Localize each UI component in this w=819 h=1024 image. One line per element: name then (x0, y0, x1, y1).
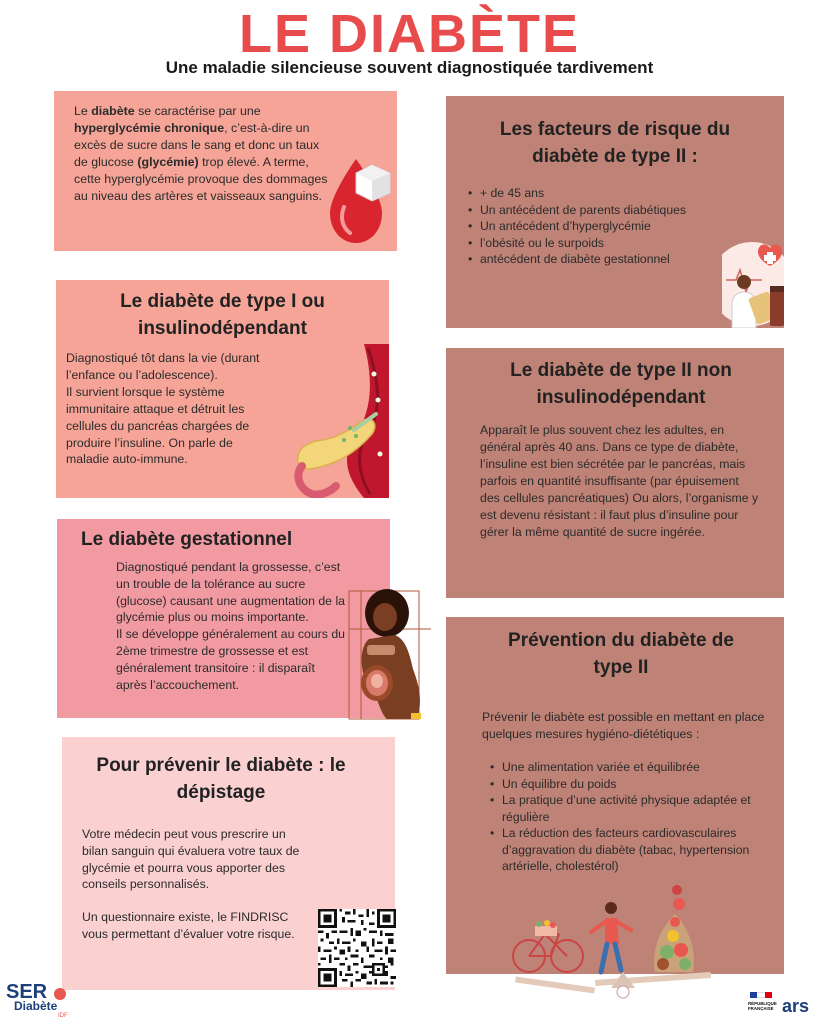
risk-title: Les facteurs de risque du diabète de type II : (499, 119, 731, 167)
type1-title: Le diabète de type I ou insulinodépendant (120, 291, 325, 339)
bicycle-icon (513, 920, 583, 972)
gestational-text: Diagnostiqué pendant la grossesse, c’est un trouble de la tolérance au sucre (glucose) causant une augmentation de la glycémie plus ou moins importante. Il se développe généralement au cours du 2ème trimestre de grossesse et est généralement transitoire : il disparaît après l’accouchement. (116, 560, 346, 692)
sugar-cube-icon (356, 165, 390, 201)
intro-text: Le diabète se caractérise par une hyperglycémie chronique, c’est-à-dire un excès de sucre dans le sang et donc un taux de glucose (glycémie) trop élevé. A terme, cette hyperglycémie provoque des dommages au niveau des artères et vaisseaux sanguins. (74, 104, 328, 203)
gestational-title: Le diabète gestationnel (81, 529, 293, 550)
type1-text: Diagnostiqué tôt dans la vie (durant l’enfance ou l’adolescence). Il survient lorsque le système immunitaire attaque et détruit les cellules du pancréas chargées de produire l’insuline. On parle de maladie auto-immune. (66, 351, 260, 467)
type2-text: Apparaît le plus souvent chez les adultes, en général après 40 ans. Dans ce type de diabète, l’insuline est bien sécrétée par le pancréas, mais parfois en quantité insuffisante (par épuisement des cellules pancréatiques) Ou alors, l’organisme y est devenu résistant : il faut plus d’insuline pour gérer la même quantité de sucre ingérée. (480, 423, 759, 539)
list-item: • + de 45 ans (468, 185, 728, 202)
list-item: • Un antécédent d’hyperglycémie (468, 218, 728, 235)
page-subtitle: Une maladie silencieuse souvent diagnostiquée tardivement (165, 58, 654, 77)
logo-dot-icon (54, 988, 66, 1000)
list-item: • Un antécédent de parents diabétiques (468, 202, 728, 219)
republique-francaise-logo: RÉPUBLIQUE FRANÇAISE (748, 992, 774, 1020)
risk-list (468, 185, 728, 268)
screening-text-1: Votre médecin peut vous prescrire un bilan sanguin qui évaluera votre taux de glycémie et pourra vous apporter des conseils personnalisés. (82, 827, 300, 892)
ars-logo: ars (782, 996, 810, 1016)
type1-card (56, 280, 389, 498)
prevention-list (490, 759, 766, 875)
person-icon (591, 902, 631, 972)
screening-text-2: Un questionnaire existe, le FINDRISC vous permettant d’évaluer votre risque. (82, 910, 295, 941)
food-pile-icon (654, 885, 694, 972)
list-item: • antécédent de diabète gestationnel (468, 251, 728, 268)
list-item: • Une alimentation variée et équilibrée (490, 759, 766, 776)
page-title: LE DIABÈTE (238, 4, 581, 64)
ser-diabete-logo: SER Diabète IDF (6, 981, 68, 1019)
pregnant-woman-illustration (347, 589, 433, 721)
prevention-title: Prévention du diabète de type II (508, 630, 734, 678)
list-item: • La pratique d’une activité physique adaptée et régulière (490, 792, 766, 825)
type2-title: Le diabète de type II non insulinodépendant (510, 360, 732, 408)
intro-card (54, 91, 397, 251)
findrisc-qr-code[interactable] (318, 909, 396, 987)
screening-title: Pour prévenir le diabète : le dépistage (96, 755, 346, 803)
type2-card (446, 348, 784, 598)
pancreas-illustration (294, 344, 389, 498)
list-item: • Un équilibre du poids (490, 776, 766, 793)
risk-factors-card (446, 96, 784, 328)
screening-card (62, 737, 395, 990)
list-item: • l’obésité ou le surpoids (468, 235, 728, 252)
gestational-card (57, 519, 390, 718)
doctor-medication-illustration (722, 240, 784, 328)
list-item: • La réduction des facteurs cardiovasculaires d’aggravation du diabète (tabac, hypertension artérielle, cholestérol) (490, 825, 766, 875)
blood-drop-icon (326, 151, 398, 246)
balance-lifestyle-illustration (505, 868, 720, 1008)
prevention-intro: Prévenir le diabète est possible en mettant en place quelques mesures hygiéno-diététiques : (482, 710, 765, 741)
